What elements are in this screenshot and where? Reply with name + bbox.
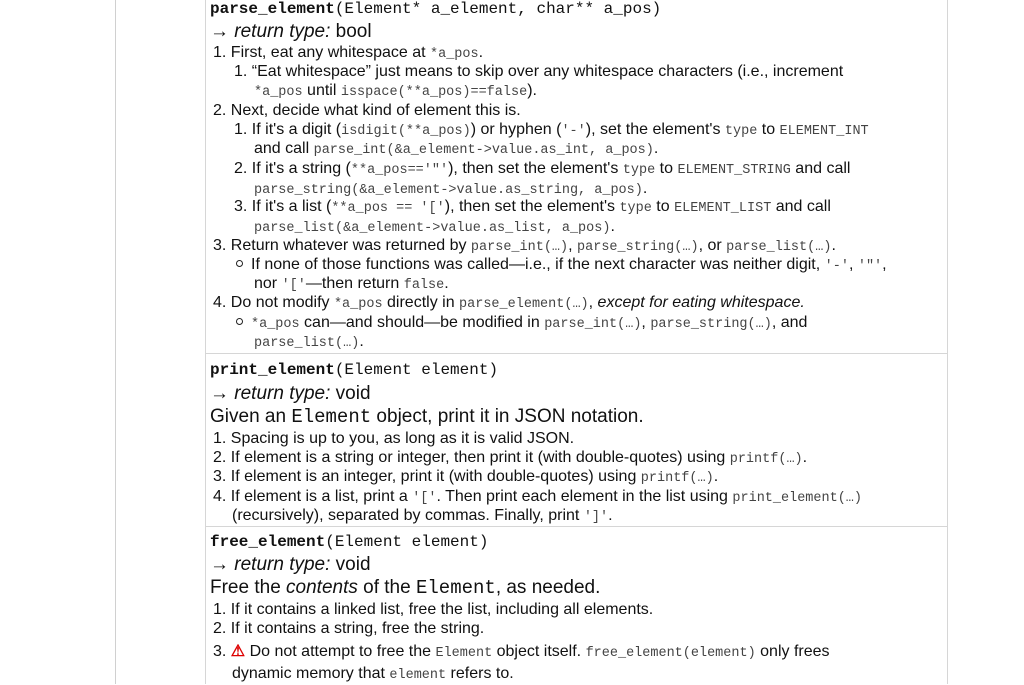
inline-code: print_element(…)	[732, 491, 863, 506]
item-text: Do not modify	[230, 294, 334, 311]
list-item	[236, 255, 887, 276]
function-name: print_element	[210, 361, 335, 379]
inline-code: parse_list(…)	[726, 240, 832, 255]
inline-code: parse_string(…)	[577, 240, 699, 255]
inline-code: '-'	[561, 124, 586, 139]
list-item	[213, 642, 830, 663]
bullet-icon	[236, 260, 243, 267]
list-item-continuation	[254, 274, 449, 295]
return-type-line	[210, 383, 371, 405]
description	[210, 406, 644, 428]
list-item-continuation	[232, 506, 613, 527]
item-text: .	[802, 449, 808, 466]
inline-code: '['	[281, 278, 306, 293]
return-type-label: return type:	[234, 554, 331, 575]
list-item-continuation	[254, 81, 537, 102]
list-item	[234, 120, 869, 141]
item-text: If it's a digit (	[251, 121, 342, 138]
inline-code: parse_element(…)	[459, 297, 589, 312]
item-text: .	[653, 140, 659, 157]
item-text: (recursively), separated by commas. Finally, print	[232, 507, 584, 524]
free-element-section	[205, 526, 948, 684]
item-text: ,	[641, 314, 651, 331]
item-text: If element is an integer, print it (with double-quotes) using	[230, 468, 641, 485]
inline-code: **a_pos == '['	[331, 201, 445, 216]
item-text: Next, decide what kind of element this is.	[230, 102, 521, 119]
function-signature	[210, 0, 661, 18]
inline-code: type	[622, 163, 656, 178]
item-text: ), then set the element's	[444, 198, 620, 215]
inline-code: parse_int(…)	[470, 240, 569, 255]
item-text: Do not attempt to free the	[245, 643, 436, 660]
item-text: If it's a string (	[251, 160, 351, 177]
list-item	[234, 62, 843, 81]
item-text: ), then set the element's	[448, 160, 623, 177]
item-text: If none of those functions was called—i.e., if the next character was neither digit,	[251, 256, 825, 273]
item-number: 2.	[213, 449, 227, 466]
list-item-continuation	[254, 332, 364, 353]
item-number: 3.	[234, 198, 248, 215]
item-text: can—and should—be modified in	[299, 314, 545, 331]
item-text: If element is a list, print a	[230, 488, 413, 505]
item-text: to	[757, 121, 780, 138]
item-number: 2.	[234, 160, 248, 177]
item-text: ,	[588, 294, 598, 311]
return-type-line	[210, 21, 372, 43]
item-number: 1.	[213, 430, 227, 447]
list-item	[213, 101, 521, 120]
inline-code: ']'	[583, 510, 609, 525]
inline-code: '-'	[824, 259, 849, 274]
item-text: Return whatever was returned by	[230, 237, 471, 254]
item-text: .	[444, 275, 449, 292]
inline-code: *a_pos	[430, 47, 479, 62]
list-item	[234, 197, 831, 218]
inline-code: ELEMENT_STRING	[677, 163, 791, 178]
item-text: First, eat any whitespace at	[230, 44, 430, 61]
inline-code: parse_list(&a_element->value.as_list, a_pos)	[254, 221, 611, 236]
item-text: If element is a string or integer, then print it (with double-quotes) using	[230, 449, 730, 466]
list-item	[213, 600, 653, 619]
inline-code: element	[389, 668, 447, 683]
inline-code: parse_string(&a_element->value.as_string, a_pos)	[254, 183, 643, 198]
function-signature	[210, 361, 498, 379]
item-number: 2.	[213, 620, 227, 637]
list-item	[213, 619, 484, 638]
item-number: 1.	[213, 601, 227, 618]
item-number: 2.	[213, 102, 227, 119]
function-name: parse_element	[210, 0, 335, 18]
item-text: refers to.	[446, 665, 514, 682]
inline-code: Element	[415, 577, 496, 599]
item-text: and call	[790, 160, 851, 177]
return-type-label: return type:	[234, 383, 331, 404]
description-text: of the	[357, 577, 416, 598]
item-text: ,	[882, 256, 887, 273]
print-element-section	[205, 353, 948, 526]
inline-code: free_element(element)	[585, 646, 756, 661]
item-text: ,	[848, 256, 858, 273]
inline-code: **a_pos=='"'	[350, 163, 449, 178]
item-number: 4.	[213, 294, 227, 311]
inline-code: ELEMENT_INT	[779, 124, 869, 139]
inline-code: Element	[435, 646, 493, 661]
inline-code: isdigit(**a_pos)	[341, 124, 471, 139]
item-text: .	[608, 507, 613, 524]
item-text: and call	[771, 198, 831, 215]
arrow: →	[210, 21, 235, 42]
item-text: only frees	[755, 643, 830, 660]
emphasis-text: except for eating whitespace.	[597, 294, 805, 311]
list-item	[213, 293, 805, 314]
item-text: . Then print each element in the list using	[436, 488, 733, 505]
description-text: object, print it in JSON notation.	[371, 406, 644, 427]
item-text: .	[831, 237, 836, 254]
list-item	[213, 43, 483, 64]
item-text: , and	[771, 314, 808, 331]
function-params: (Element element)	[325, 533, 489, 551]
inline-code: type	[619, 201, 652, 216]
description	[210, 577, 600, 599]
item-text: Spacing is up to you, as long as it is valid JSON.	[230, 430, 575, 447]
item-text: .	[642, 180, 648, 197]
description-text: Free the	[210, 577, 287, 598]
item-text: ), set the element's	[585, 121, 725, 138]
return-type-value: void	[330, 383, 371, 404]
item-text: If it contains a string, free the string.	[230, 620, 485, 637]
inline-code: parse_int(&a_element->value.as_int, a_pos)	[313, 143, 654, 158]
item-text: ).	[527, 82, 537, 99]
return-type-value: void	[330, 554, 371, 575]
list-item	[213, 487, 862, 508]
emphasis-text: contents	[286, 577, 358, 598]
inline-code: *a_pos	[251, 317, 300, 332]
item-text: —then return	[305, 275, 404, 292]
function-params: (Element element)	[334, 361, 499, 379]
item-number: 4.	[213, 488, 227, 505]
inline-code: Element	[291, 406, 372, 428]
arrow: →	[210, 554, 235, 575]
function-signature	[210, 533, 488, 551]
list-item	[213, 448, 807, 469]
return-type-line	[210, 554, 371, 576]
list-item-continuation	[232, 664, 514, 685]
item-text: dynamic memory that	[232, 665, 390, 682]
item-text: .	[359, 333, 364, 350]
item-number: 1.	[213, 44, 227, 61]
list-item-continuation	[254, 217, 615, 238]
item-text: If it contains a linked list, free the list, including all elements.	[230, 601, 654, 618]
item-number: 1.	[234, 63, 248, 80]
parse-element-section	[205, 0, 948, 353]
item-text: until	[302, 82, 341, 99]
list-item	[213, 467, 718, 488]
inline-code: '"'	[857, 259, 883, 274]
item-text: .	[610, 218, 615, 235]
item-text: ,	[568, 237, 578, 254]
function-name: free_element	[210, 533, 326, 551]
item-text: “Eat whitespace” just means to skip over any whitespace characters (i.e., increment	[251, 63, 844, 80]
inline-code: '['	[412, 491, 437, 506]
page-left-border	[115, 0, 116, 684]
inline-code: *a_pos	[333, 297, 383, 312]
inline-code: isspace(**a_pos)==false	[340, 85, 528, 100]
inline-code: ELEMENT_LIST	[674, 201, 772, 216]
inline-code: *a_pos	[254, 85, 303, 100]
inline-code: parse_list(…)	[254, 336, 360, 351]
list-item	[213, 236, 836, 257]
item-text: to	[651, 198, 675, 215]
item-text: object itself.	[492, 643, 586, 660]
inline-code: false	[403, 278, 445, 293]
item-text: to	[655, 160, 678, 177]
item-text: nor	[254, 275, 282, 292]
inline-code: printf(…)	[640, 471, 714, 486]
item-number: 1.	[234, 121, 248, 138]
bullet-icon	[236, 318, 243, 325]
list-item	[234, 159, 850, 180]
list-item-continuation	[254, 139, 658, 160]
item-number: 3.	[213, 237, 227, 254]
arrow: →	[210, 383, 235, 404]
item-text: and call	[254, 140, 314, 157]
item-text: , or	[698, 237, 727, 254]
list-item	[213, 429, 574, 448]
description-text: , as needed.	[495, 577, 601, 598]
list-item	[236, 313, 807, 334]
description-text: Given an	[210, 406, 292, 427]
function-params: (Element* a_element, char** a_pos)	[334, 0, 662, 18]
item-text: ) or hyphen (	[470, 121, 562, 138]
warning-icon: ⚠	[230, 643, 246, 660]
item-text: .	[713, 468, 719, 485]
return-type-label: return type:	[234, 21, 331, 42]
item-text: .	[478, 44, 484, 61]
inline-code: parse_string(…)	[650, 317, 772, 332]
item-number: 3.	[213, 643, 227, 660]
inline-code: printf(…)	[729, 452, 803, 467]
return-type-value: bool	[330, 21, 372, 42]
inline-code: parse_int(…)	[544, 317, 642, 332]
item-text: directly in	[382, 294, 460, 311]
inline-code: type	[724, 124, 758, 139]
item-number: 3.	[213, 468, 227, 485]
item-text: If it's a list (	[251, 198, 332, 215]
